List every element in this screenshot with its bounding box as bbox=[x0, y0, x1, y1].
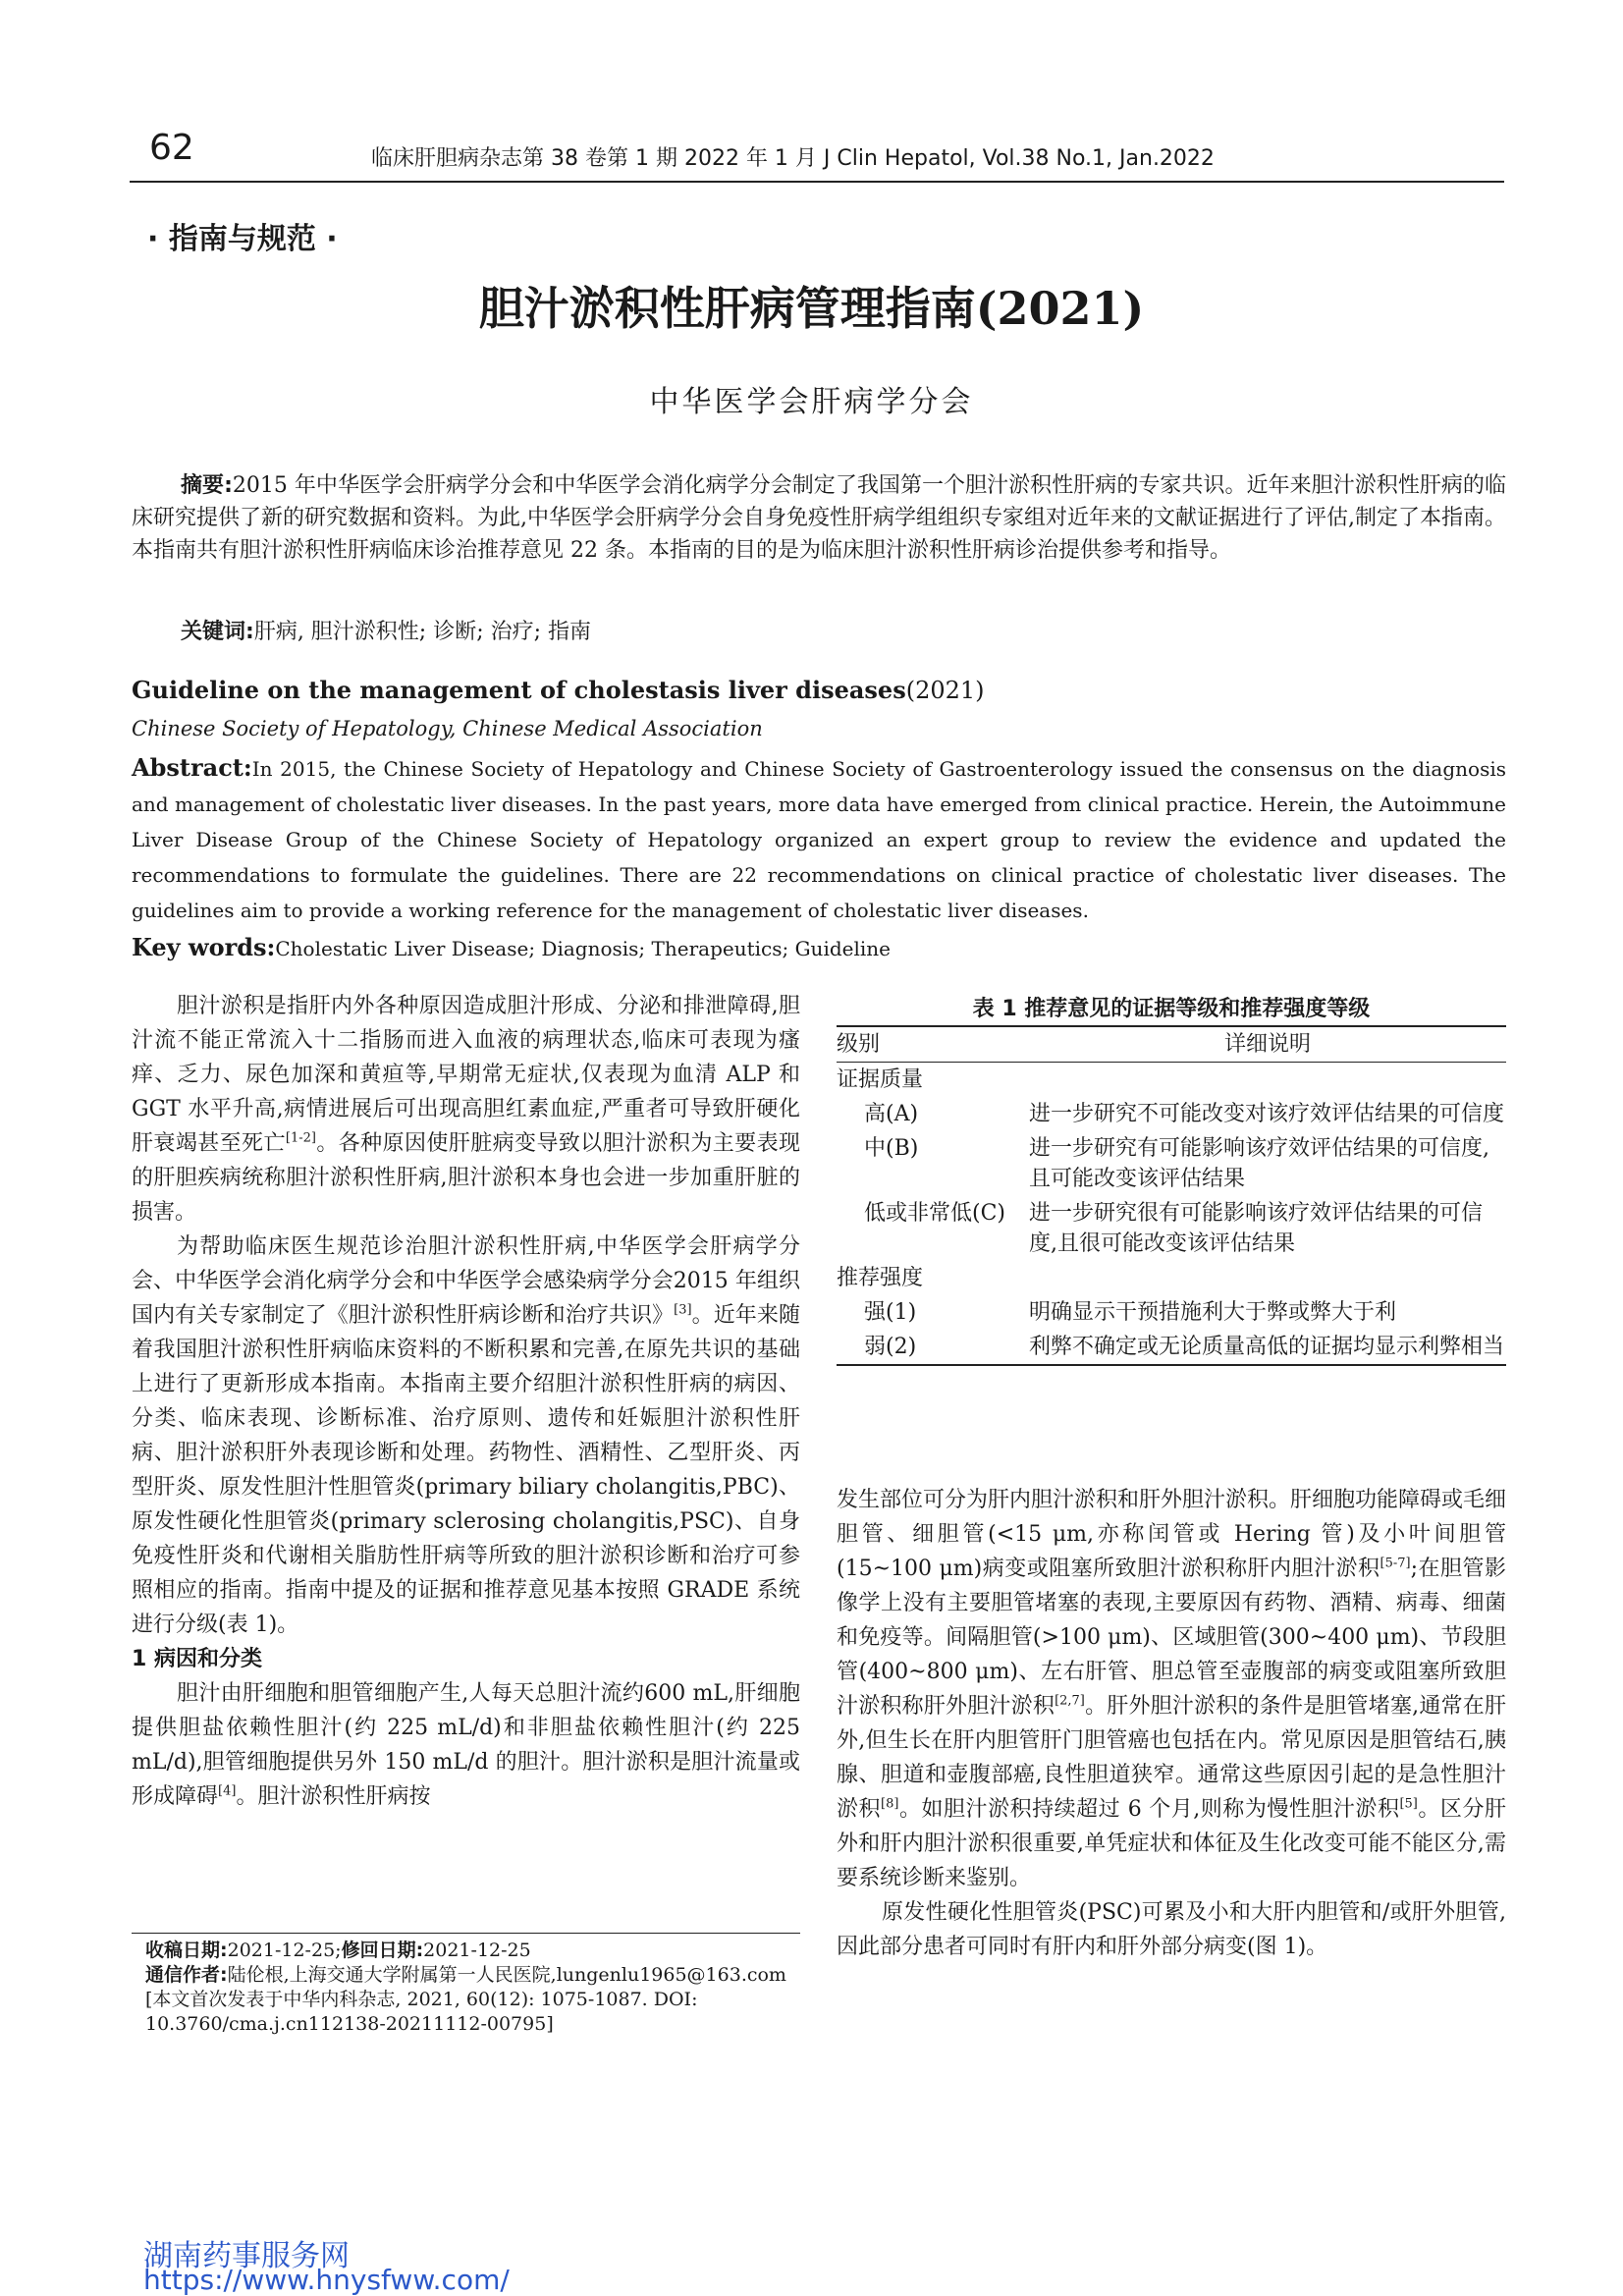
table-row bbox=[837, 1131, 1506, 1196]
paragraph bbox=[132, 1230, 800, 1642]
section-label: · 指南与规范 · bbox=[147, 222, 338, 256]
table-header-level: 级别 bbox=[837, 1032, 881, 1057]
abstract-en-text: In 2015, the Chinese Society of Hepatology and Chinese Society of Gastroenterology issued the consensus on the diagnosis and management of cholestatic liver diseases. In the past years, more data have emerged from clinical practice. Herein, the Autoimmune Liver Disease Group of the Chinese Society of Hepatology organized an expert group to review the evidence and updated the recommendations to formulate the guidelines. There are 22 recommendations on clinical practice of cholestatic liver diseases. The guidelines aim to provide a working reference for the management of cholestatic liver diseases. bbox=[132, 757, 1506, 922]
footnote-correspondence bbox=[145, 1963, 793, 1988]
citation: [3] bbox=[674, 1302, 692, 1318]
table-header-row bbox=[837, 1026, 1506, 1063]
table-caption: 表 1 推荐意见的证据等级和推荐强度等级 bbox=[972, 997, 1371, 1021]
paragraph-text: 。肝外胆汁淤积的条件是胆管堵塞,通常在肝外,但生长在肝内胆管肝门胆管癌也包括在内。常见原因是胆管结石,胰腺、胆道和壶腹部癌,良性胆道狭窄。通常这些原因引起的是急性胆汁淤积 bbox=[837, 1694, 1506, 1822]
table-cell-detail: 利弊不确定或无论质量高低的证据均显示利弊相当 bbox=[1029, 1335, 1505, 1359]
citation: [1-2] bbox=[285, 1130, 316, 1146]
citation: [2,7] bbox=[1055, 1693, 1085, 1709]
running-header: 临床肝胆病杂志第 38 卷第 1 期 2022 年 1 月 J Clin Hepatol, Vol.38 No.1, Jan.2022 bbox=[371, 146, 1215, 171]
table-group-label: 推荐强度 bbox=[837, 1266, 924, 1290]
title-en-year: (2021) bbox=[905, 677, 985, 704]
paragraph-text: 发生部位可分为肝内胆汁淤积和肝外胆汁淤积。肝细胞功能障碍或毛细胆管、细胆管(<15 μm,亦称闰管或 Hering 管)及小叶间胆管(15~100 μm)病变或阻塞所致胆汁淤积称肝内胆汁淤积 bbox=[837, 1488, 1507, 1581]
paragraph bbox=[132, 1676, 800, 1814]
body-left-column bbox=[132, 989, 800, 1814]
paragraph-text: 。近年来随着我国胆汁淤积性肝病临床资料的不断积累和完善,在原先共识的基础上进行了更新形成本指南。本指南主要介绍胆汁淤积性肝病的病因、分类、临床表现、诊断标准、治疗原则、遗传和妊娠胆汁淤积性肝病、胆汁淤积肝外表现诊断和处理。药物性、酒精性、乙型肝炎、丙型肝炎、原发性胆汁性胆管炎(primary biliary cholangitis,PBC)、原发性硬化性胆管炎(primary sclerosing cholangitis,PSC)、自身免疫性肝炎和代谢相关脂肪性肝病等所致的胆汁淤积诊断和治疗可参照相应的指南。指南中提及的证据和推荐意见基本按照 GRADE 系统进行分级(表 1)。 bbox=[132, 1303, 800, 1637]
table-cell-detail: 进一步研究不可能改变对该疗效评估结果的可信度 bbox=[1029, 1102, 1505, 1126]
table-cell-level: 弱(2) bbox=[864, 1335, 917, 1359]
paragraph-text: 。各种原因使肝脏病变导致以胆汁淤积为主要表现的肝胆疾病统称胆汁淤积性肝病,胆汁淤积本身也会进一步加重肝脏的损害。 bbox=[132, 1131, 800, 1225]
footnote-rule bbox=[132, 1933, 800, 1934]
paragraph-text: 为帮助临床医生规范诊治胆汁淤积性肝病,中华医学会肝病学分会、中华医学会消化病学分会和中华医学会感染病学分会2015 年组织国内有关专家制定了《胆汁淤积性肝病诊断和治疗共识》 bbox=[132, 1234, 800, 1328]
table-row bbox=[837, 1063, 1506, 1098]
table-row bbox=[837, 1330, 1506, 1365]
paragraph-text: ;在胆管影像学上没有主要胆管堵塞的表现,主要原因有药物、酒精、病毒、细菌和免疫等。间隔胆管(>100 μm)、区域胆管(300~400 μm)、节段胆管(400~800 μm)、左右肝管、胆总管至壶腹部的病变或阻塞所致胆汁淤积称肝外胆汁淤积 bbox=[837, 1557, 1506, 1719]
abstract-en bbox=[132, 750, 1506, 928]
citation: [5] bbox=[1399, 1796, 1418, 1812]
revised-label: 修回日期: bbox=[341, 1940, 424, 1961]
table-cell-detail: 进一步研究有可能影响该疗效评估结果的可信度,且可能改变该评估结果 bbox=[1029, 1136, 1489, 1191]
corresponding-label: 通信作者: bbox=[145, 1964, 228, 1986]
page-number: 62 bbox=[149, 128, 194, 168]
abstract-en-label: Abstract: bbox=[132, 753, 252, 782]
authors-en: Chinese Society of Hepatology, Chinese Medical Association bbox=[132, 717, 763, 740]
paragraph-text: 。胆汁淤积性肝病按 bbox=[236, 1784, 431, 1809]
header-rule bbox=[130, 181, 1504, 183]
citation: [4] bbox=[218, 1783, 237, 1799]
footnote-dates bbox=[145, 1939, 793, 1963]
body-right-column bbox=[837, 1483, 1506, 1964]
table-cell-level: 高(A) bbox=[864, 1102, 919, 1126]
corresponding-author: 陆伦根,上海交通大学附属第一人民医院,lungenlu1965@163.com bbox=[227, 1964, 786, 1986]
paragraph-text: 胆汁淤积是指肝内外各种原因造成胆汁形成、分泌和排泄障碍,胆汁流不能正常流入十二指肠而进入血液的病理状态,临床可表现为瘙痒、乏力、尿色加深和黄疸等,早期常无症状,仅表现为血清 ALP 和 GGT 水平升高,病情进展后可出现高胆红素血症,严重者可导致肝硬化肝衰竭甚至死亡 bbox=[132, 994, 800, 1156]
watermark-url[interactable]: https://www.hnysfww.com/ bbox=[143, 2264, 510, 2296]
paragraph-text: 。如胆汁淤积持续超过 6 个月,则称为慢性胆汁淤积 bbox=[898, 1797, 1400, 1822]
article-title: 胆汁淤积性肝病管理指南(2021) bbox=[478, 282, 1145, 335]
citation: [8] bbox=[881, 1796, 899, 1812]
abstract-cn bbox=[132, 469, 1506, 567]
title-en-text: Guideline on the management of cholestasis liver diseases bbox=[132, 676, 906, 704]
watermark-site-name: 湖南药事服务网 bbox=[143, 2239, 350, 2273]
keywords-cn bbox=[181, 615, 591, 645]
keywords-en-label: Key words: bbox=[132, 933, 276, 961]
keywords-cn-label: 关键词: bbox=[181, 620, 254, 644]
abstract-cn-text: 2015 年中华医学会肝病学分会和中华医学会消化病学分会制定了我国第一个胆汁淤积性肝病的专家共识。近年来胆汁淤积性肝病的临床研究提供了新的研究数据和资料。为此,中华医学会肝病学分会自身免疫性肝病学组组织专家组对近年来的文献证据进行了评估,制定了本指南。本指南共有胆汁淤积性肝病临床诊治推荐意见 22 条。本指南的目的是为临床胆汁淤积性肝病诊治提供参考和指导。 bbox=[132, 473, 1506, 563]
citation: [5-7] bbox=[1380, 1556, 1411, 1571]
table-group-label: 证据质量 bbox=[837, 1067, 924, 1092]
article-authors: 中华医学会肝病学分会 bbox=[649, 385, 974, 419]
footnote-publication-note: [本文首次发表于中华内科杂志, 2021, 60(12): 1075-1087. DOI: 10.3760/cma.j.cn112138-20211112-00795] bbox=[145, 1989, 698, 2035]
table-cell-detail: 明确显示干预措施利大于弊或弊大于利 bbox=[1029, 1300, 1397, 1325]
revised-date: 2021-12-25 bbox=[423, 1940, 531, 1961]
paragraph-text: 。区分肝外和肝内胆汁淤积很重要,单凭症状和体征及生化改变可能不能区分,需要系统诊断来鉴别。 bbox=[837, 1797, 1506, 1890]
paragraph bbox=[132, 989, 800, 1230]
table-header-detail: 详细说明 bbox=[1223, 1032, 1311, 1057]
paragraph bbox=[837, 1483, 1506, 1895]
table-row bbox=[837, 1295, 1506, 1330]
table-row bbox=[837, 1261, 1506, 1295]
keywords-en bbox=[132, 933, 891, 961]
keywords-cn-text: 肝病, 胆汁淤积性; 诊断; 治疗; 指南 bbox=[253, 620, 592, 644]
table-row bbox=[837, 1196, 1506, 1261]
footnote bbox=[145, 1939, 793, 2037]
paragraph: 原发性硬化性胆管炎(PSC)可累及小和大肝内胆管和/或肝外胆管,因此部分患者可同时有肝内和肝外部分病变(图 1)。 bbox=[837, 1900, 1506, 1959]
table-cell-level: 强(1) bbox=[864, 1300, 917, 1325]
abstract-cn-label: 摘要: bbox=[181, 473, 233, 498]
received-date: 2021-12-25; bbox=[227, 1940, 342, 1961]
section-heading: 1 病因和分类 bbox=[132, 1647, 262, 1671]
keywords-en-text: Cholestatic Liver Disease; Diagnosis; Therapeutics; Guideline bbox=[275, 937, 891, 960]
table-cell-level: 低或非常低(C) bbox=[864, 1201, 1005, 1226]
received-label: 收稿日期: bbox=[145, 1940, 228, 1961]
title-en bbox=[132, 676, 985, 704]
paragraph-text: 胆汁由肝细胞和胆管细胞产生,人每天总胆汁流约600 mL,肝细胞提供胆盐依赖性胆汁(约 225 mL/d)和非胆盐依赖性胆汁(约 225 mL/d),胆管细胞提供另外 150 mL/d 的胆汁。胆汁淤积是胆汁流量或形成障碍 bbox=[132, 1681, 800, 1809]
evidence-table bbox=[837, 1025, 1506, 1366]
table-cell-level: 中(B) bbox=[864, 1136, 919, 1161]
table-row bbox=[837, 1097, 1506, 1131]
table-cell-detail: 进一步研究很有可能影响该疗效评估结果的可信度,且很可能改变该评估结果 bbox=[1029, 1201, 1484, 1256]
